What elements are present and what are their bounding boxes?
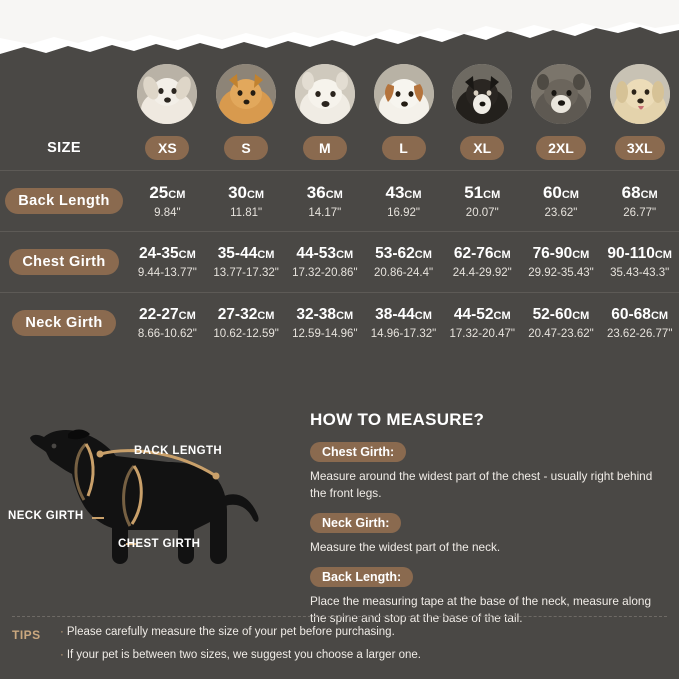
metric-value: 25CM <box>149 183 186 203</box>
table-cell <box>285 183 364 219</box>
metric-value: 35-44CM <box>217 245 275 263</box>
metric-value: 32-38CM <box>296 306 354 324</box>
size-header-cell <box>128 136 207 160</box>
size-header-cell <box>600 136 679 160</box>
row-divider <box>0 170 679 171</box>
tip-text: If your pet is between two sizes, we suggest you choose a larger one. <box>66 649 421 662</box>
avatar <box>531 64 591 124</box>
size-header-cell <box>364 136 443 160</box>
row-label-pill: Chest Girth <box>9 249 118 275</box>
table-cell <box>364 64 443 124</box>
table-cell <box>207 245 286 279</box>
inch-value: 23.62-26.77" <box>606 327 673 340</box>
inch-value: 35.43-43.3" <box>610 266 670 279</box>
table-row-neck-girth <box>0 295 679 351</box>
label-chest-girth: CHEST GIRTH <box>118 538 201 550</box>
metric-value: 43CM <box>385 183 422 203</box>
size-header-cell <box>207 136 286 160</box>
label-neck-girth: NECK GIRTH <box>8 510 84 522</box>
tips-divider <box>12 616 667 617</box>
inch-value: 9.44-13.77" <box>137 266 197 279</box>
table-cell <box>128 306 207 340</box>
measure-item-body: Measure around the widest part of the chest - usually right behind the front legs. <box>310 469 653 501</box>
row-label-neck-girth <box>0 310 128 336</box>
measure-item-title: Neck Girth: <box>310 513 401 533</box>
tips-label: TIPS <box>12 628 41 642</box>
inch-value: 13.77-17.32" <box>213 266 279 279</box>
size-header-cell <box>443 136 522 160</box>
inch-value: 20.86-24.4" <box>373 266 434 279</box>
inch-value: 17.32-20.86" <box>292 266 358 279</box>
table-cell <box>600 64 679 124</box>
table-row-back-length <box>0 173 679 229</box>
metric-value: 30CM <box>228 183 265 203</box>
tip-text: Please carefully measure the size of your pet before purchasing. <box>66 626 395 638</box>
table-cell <box>600 306 679 340</box>
measure-item-body: Measure the widest part of the neck. <box>310 540 501 555</box>
metric-value: 44-53CM <box>296 245 354 263</box>
measure-item-chest <box>310 442 670 502</box>
inch-value: 12.59-14.96" <box>292 327 358 340</box>
how-to-measure-heading: HOW TO MEASURE? <box>310 410 485 429</box>
table-cell <box>443 245 522 279</box>
size-row-label: SIZE <box>47 140 81 156</box>
inch-value: 10.62-12.59" <box>213 327 279 340</box>
row-label-chest-girth <box>0 249 128 275</box>
size-table <box>0 56 679 351</box>
inch-value: 23.62" <box>544 206 578 219</box>
metric-value: 60-68CM <box>611 306 669 324</box>
table-cell <box>207 64 286 124</box>
label-back-length: BACK LENGTH <box>134 445 223 457</box>
measure-item-title: Back Length: <box>310 567 413 587</box>
table-cell <box>364 306 443 340</box>
row-label-pill: Neck Girth <box>12 310 115 336</box>
inch-value: 24.4-29.92" <box>452 266 512 279</box>
inch-value: 17.32-20.47" <box>449 327 515 340</box>
measure-item-title: Chest Girth: <box>310 442 406 462</box>
table-cell <box>207 183 286 219</box>
size-header-cell <box>285 136 364 160</box>
metric-value: 44-52CM <box>453 306 511 324</box>
size-badge: XL <box>460 136 504 160</box>
table-cell <box>285 245 364 279</box>
tip-line <box>60 624 667 647</box>
inch-value: 11.81" <box>230 206 263 219</box>
avatar <box>295 64 355 124</box>
row-label-pill: Back Length <box>5 188 122 214</box>
lower-section <box>0 404 679 626</box>
metric-value: 52-60CM <box>532 306 590 324</box>
table-cell <box>128 64 207 124</box>
table-cell <box>443 183 522 219</box>
table-cell <box>285 64 364 124</box>
metric-value: 62-76CM <box>453 245 511 263</box>
size-badge: XS <box>145 136 189 160</box>
row-label-back-length <box>0 188 128 214</box>
table-cell <box>128 183 207 219</box>
table-row-chest-girth <box>0 234 679 290</box>
metric-value: 22-27CM <box>138 306 196 324</box>
avatar <box>374 64 434 124</box>
metric-value: 24-35CM <box>138 245 196 263</box>
size-badge: 3XL <box>615 136 665 160</box>
table-cell <box>443 306 522 340</box>
table-cell <box>522 64 601 124</box>
table-cell <box>522 183 601 219</box>
size-header-row <box>0 128 679 168</box>
measure-item-body: Place the measuring tape at the base of the neck, measure along the spine and stop at the base of the tail. <box>310 594 652 626</box>
tip-line <box>60 647 667 670</box>
table-cell <box>522 245 601 279</box>
table-cell <box>600 245 679 279</box>
table-cell <box>364 183 443 219</box>
metric-value: 60CM <box>542 183 579 203</box>
size-header-cell <box>522 136 601 160</box>
table-cell <box>207 306 286 340</box>
bullet-icon: · <box>60 626 64 638</box>
measure-item-neck <box>310 513 670 556</box>
size-badge: S <box>224 136 268 160</box>
table-cell <box>522 306 601 340</box>
tips-section <box>12 624 667 671</box>
metric-value: 53-62CM <box>375 245 432 263</box>
inch-value: 26.77" <box>623 206 657 219</box>
row-divider <box>0 231 679 232</box>
torn-paper-edge <box>0 0 679 60</box>
inch-value: 14.17" <box>308 206 342 219</box>
row-divider <box>0 292 679 293</box>
avatar <box>610 64 670 124</box>
dog-measure-diagram <box>8 404 298 599</box>
inch-value: 8.66-10.62" <box>137 327 197 340</box>
inch-value: 14.96-17.32" <box>370 327 437 340</box>
inch-value: 29.92-35.43" <box>528 266 594 279</box>
inch-value: 16.92" <box>387 206 420 219</box>
size-badge: M <box>303 136 347 160</box>
metric-value: 38-44CM <box>375 306 432 324</box>
how-to-measure-panel <box>310 410 670 638</box>
metric-value: 76-90CM <box>532 245 590 263</box>
inch-value: 20.47-23.62" <box>528 327 594 340</box>
avatar <box>216 64 276 124</box>
table-cell <box>285 306 364 340</box>
avatar <box>452 64 512 124</box>
bullet-icon: · <box>60 649 64 662</box>
metric-value: 27-32CM <box>217 306 275 324</box>
metric-value: 36CM <box>306 183 343 203</box>
breed-photo-row <box>0 56 679 128</box>
measure-item-back <box>310 567 670 627</box>
metric-value: 51CM <box>464 183 501 203</box>
metric-value: 90-110CM <box>607 245 672 263</box>
size-badge: L <box>382 136 426 160</box>
table-cell <box>443 64 522 124</box>
inch-value: 20.07" <box>465 206 499 219</box>
table-cell <box>600 183 679 219</box>
size-badge: 2XL <box>536 136 586 160</box>
avatar <box>137 64 197 124</box>
metric-value: 68CM <box>621 183 658 203</box>
table-cell <box>364 245 443 279</box>
inch-value: 9.84" <box>154 206 181 219</box>
table-cell <box>128 245 207 279</box>
